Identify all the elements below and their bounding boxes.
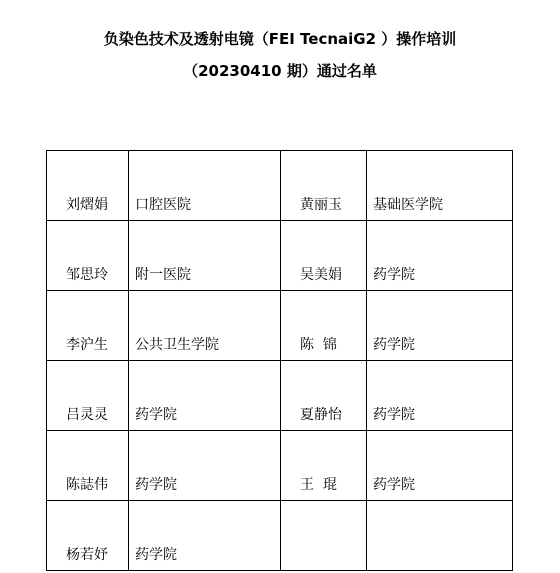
- affiliation-cell: 基础医学院: [367, 151, 513, 221]
- person-name-cell: 邹思玲: [47, 221, 129, 291]
- table-row: [47, 151, 513, 221]
- empty-cell: [281, 501, 367, 571]
- affiliation-cell: 药学院: [367, 361, 513, 431]
- person-name-cell: 王 琨: [281, 431, 367, 501]
- affiliation-cell: 药学院: [367, 291, 513, 361]
- person-name-cell: 李沪生: [47, 291, 129, 361]
- person-name-cell: 黄丽玉: [281, 151, 367, 221]
- document-title: 负染色技术及透射电镜（FEI TecnaiG2 ）操作培训: [103, 30, 457, 48]
- table-row: [47, 501, 513, 571]
- person-name-cell: 刘熠娟: [47, 151, 129, 221]
- affiliation-cell: 药学院: [129, 361, 281, 431]
- roster-table: [46, 150, 513, 571]
- affiliation-cell: 药学院: [129, 501, 281, 571]
- affiliation-cell: 公共卫生学院: [129, 291, 281, 361]
- person-name-cell: 吕灵灵: [47, 361, 129, 431]
- affiliation-cell: 药学院: [367, 221, 513, 291]
- table-row: [47, 431, 513, 501]
- document-subtitle: （20230410 期）通过名单: [183, 62, 377, 80]
- person-name-cell: 杨若妤: [47, 501, 129, 571]
- person-name-cell: 夏静怡: [281, 361, 367, 431]
- person-name-cell: 陈誌伟: [47, 431, 129, 501]
- table-row: [47, 291, 513, 361]
- person-name-cell: 陈 锦: [281, 291, 367, 361]
- affiliation-cell: 口腔医院: [129, 151, 281, 221]
- affiliation-cell: 附一医院: [129, 221, 281, 291]
- empty-cell: [367, 501, 513, 571]
- affiliation-cell: 药学院: [367, 431, 513, 501]
- table-row: [47, 221, 513, 291]
- person-name-cell: 吴美娟: [281, 221, 367, 291]
- affiliation-cell: 药学院: [129, 431, 281, 501]
- table-row: [47, 361, 513, 431]
